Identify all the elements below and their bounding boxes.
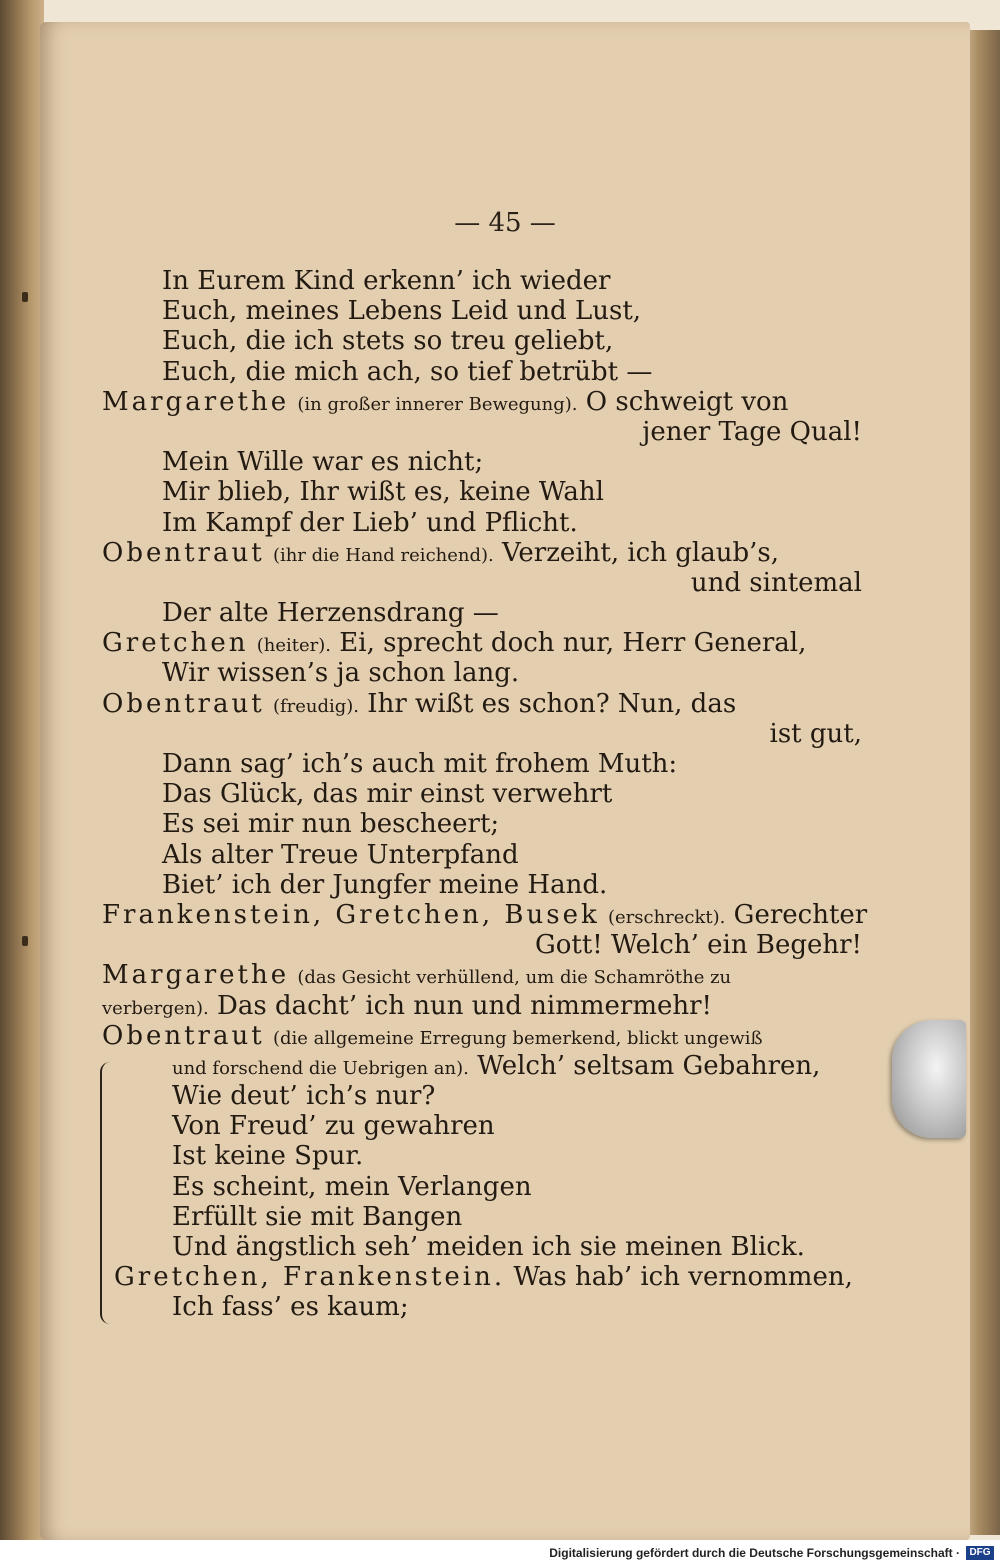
text-line (102, 447, 862, 477)
verse-text: Im Kampf der Lieb’ und Pflicht. (162, 507, 578, 538)
text-line (102, 1021, 862, 1051)
speaker-name: Obentraut (102, 537, 265, 568)
verse-text: Erfüllt sie mit Bangen (172, 1201, 463, 1232)
text-line (102, 749, 862, 779)
stage-direction: verbergen). (102, 997, 209, 1019)
text-line (102, 809, 862, 839)
text-line (102, 719, 862, 749)
text-line (102, 508, 862, 538)
verse-text: Verzeiht, ich glaub’s, (502, 537, 779, 568)
facing-page-gutter (0, 0, 44, 1540)
verse-text: Von Freud’ zu gewahren (172, 1111, 495, 1142)
verse-text: O schweigt von (585, 386, 789, 417)
text-line (102, 1262, 862, 1292)
speaker-name: Gretchen (102, 628, 249, 659)
paper-clip (892, 1020, 966, 1138)
footer-credit: Digitalisierung gefördert durch die Deutsche Forschungsgemeinschaft · (549, 1546, 960, 1560)
text-line (102, 1111, 862, 1141)
text-line (102, 387, 862, 417)
verse-text: Euch, die mich ach, so tief betrübt — (162, 356, 653, 387)
book-page (40, 22, 970, 1540)
footer-bar (0, 1540, 1000, 1564)
text-line (102, 598, 862, 628)
verse-text: Ich fass’ es kaum; (172, 1292, 409, 1323)
text-line (102, 296, 862, 326)
text-line (102, 1232, 862, 1262)
verse-text: Welch’ seltsam Gebahren, (477, 1050, 821, 1081)
verse-text: Mein Wille war es nicht; (162, 447, 484, 478)
page-text (102, 266, 868, 1323)
text-line (102, 1081, 862, 1111)
verse-text: Ihr wißt es schon? Nun, das (367, 688, 737, 719)
page-number: — 45 — (454, 208, 556, 238)
verse-text: Biet’ ich der Jungfer meine Hand. (162, 869, 608, 900)
text-line (102, 930, 862, 960)
speaker-name: Obentraut (102, 688, 265, 719)
verse-text: und sintemal (690, 567, 862, 598)
text-line (102, 689, 862, 719)
stage-direction: (freudig). (272, 695, 360, 717)
verse-text: Es sei mir nun bescheert; (162, 809, 500, 840)
stage-direction: (die allgemeine Erregung bemerkend, blickt ungewiß (272, 1027, 763, 1049)
text-line (102, 1141, 862, 1171)
speaker-name: Obentraut (102, 1020, 265, 1051)
text-line (102, 1292, 862, 1322)
verse-text: Euch, meines Lebens Leid und Lust, (162, 296, 642, 327)
text-line (102, 628, 862, 658)
stage-direction: (erschreckt). (607, 906, 726, 928)
verse-text: Wir wissen’s ja schon lang. (162, 658, 520, 689)
text-line (102, 1172, 862, 1202)
speaker-name: Margarethe (102, 386, 290, 417)
speaker-name: Frankenstein, Gretchen, Busek (102, 899, 600, 930)
text-line (102, 477, 862, 507)
stage-direction: (ihr die Hand reichend). (272, 544, 494, 566)
text-line (102, 991, 862, 1021)
verse-text: Mir blieb, Ihr wißt es, keine Wahl (162, 477, 604, 508)
verse-text: Ist keine Spur. (172, 1141, 364, 1172)
text-line (102, 568, 862, 598)
stage-direction: und forschend die Uebrigen an). (172, 1057, 469, 1079)
speaker-name: Gretchen, Frankenstein. (114, 1262, 506, 1293)
speaker-name: Margarethe (102, 960, 290, 991)
text-line (102, 658, 862, 688)
text-line (102, 840, 862, 870)
verse-text: Euch, die ich stets so treu geliebt, (162, 326, 614, 357)
text-line (102, 899, 868, 930)
text-line (102, 266, 862, 296)
text-line (102, 326, 862, 356)
verse-text: Was hab’ ich vernommen, (513, 1262, 853, 1293)
verse-text: jener Tage Qual! (642, 416, 862, 447)
verse-text: ist gut, (769, 718, 862, 749)
dfg-logo: DFG (966, 1546, 994, 1560)
verse-text: In Eurem Kind erkenn’ ich wieder (162, 266, 611, 296)
text-line (102, 538, 862, 568)
stage-direction: (heiter). (256, 635, 332, 657)
stage-direction: (in großer innerer Bewegung). (297, 393, 578, 415)
text-line (102, 960, 862, 990)
verse-text: Ei, sprecht doch nur, Herr General, (339, 628, 807, 659)
text-line (102, 417, 862, 447)
verse-text: Das dacht’ ich nun und nimmermehr! (216, 990, 712, 1021)
verse-text: Gerechter (733, 899, 868, 930)
text-line (102, 357, 862, 387)
verse-text: Dann sag’ ich’s auch mit frohem Muth: (162, 749, 678, 779)
verse-text: Und ängstlich seh’ meiden ich sie meinen Blick. (172, 1232, 805, 1262)
verse-text: Der alte Herzensdrang — (162, 598, 499, 629)
verse-text: Gott! Welch’ ein Begehr! (534, 930, 862, 961)
text-line (102, 779, 862, 809)
text-line (102, 1051, 862, 1081)
gutter-mark (22, 292, 28, 302)
verse-text: Es scheint, mein Verlangen (172, 1171, 532, 1202)
verse-text: Wie deut’ ich’s nur? (172, 1081, 436, 1112)
verse-text: Das Glück, das mir einst verwehrt (162, 779, 613, 810)
verse-text: Als alter Treue Unterpfand (162, 839, 519, 870)
gutter-mark (22, 936, 28, 946)
stage-direction: (das Gesicht verhüllend, um die Schamröthe zu (297, 967, 732, 989)
text-line (102, 1202, 862, 1232)
text-line (102, 870, 862, 900)
